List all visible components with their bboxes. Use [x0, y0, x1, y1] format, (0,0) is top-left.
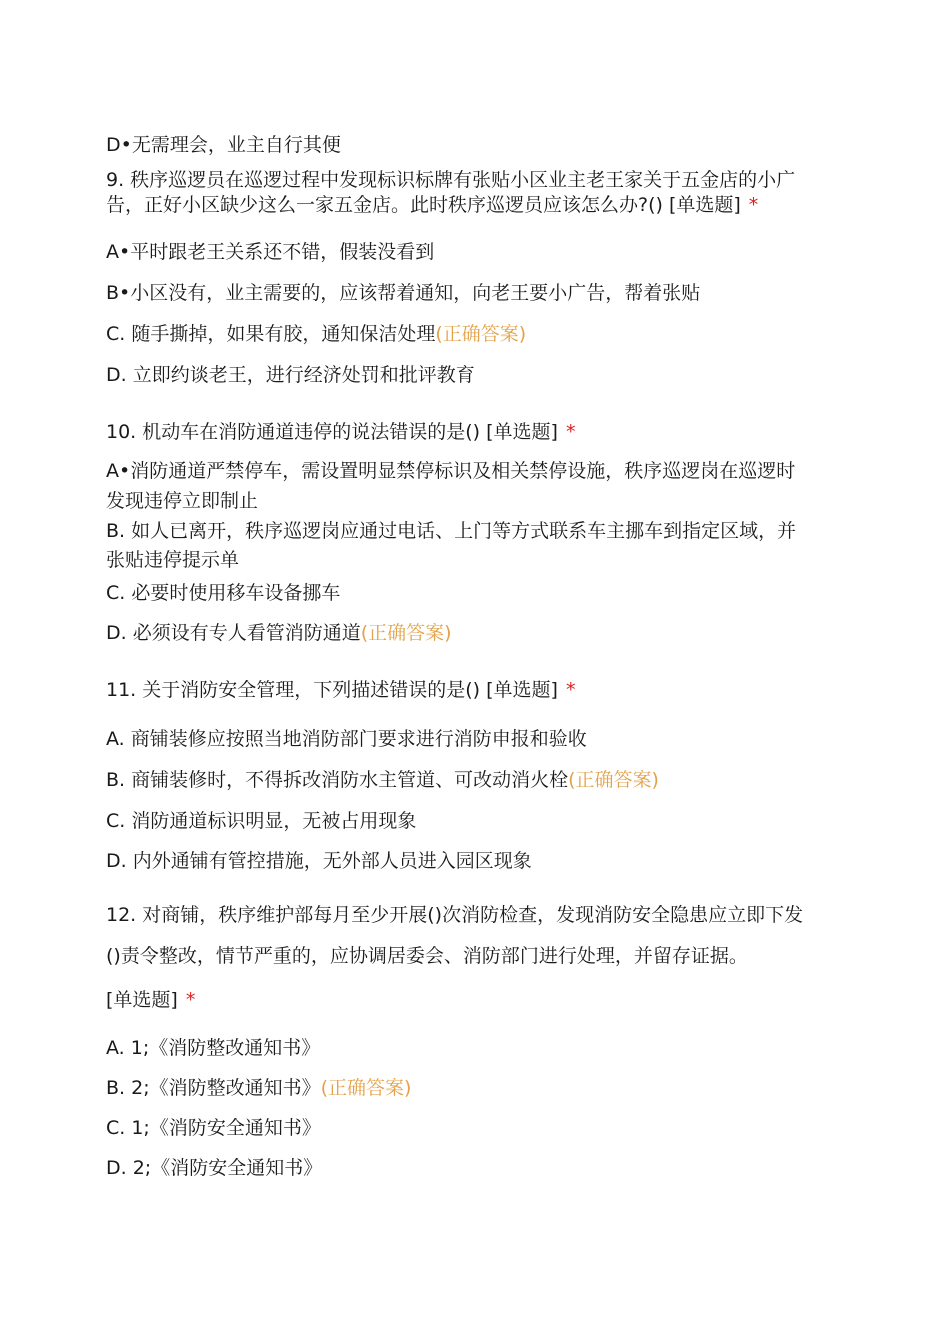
required-asterisk: * [565, 421, 576, 443]
line-text: C. 随手撕掉，如果有胶，通知保洁处理 [106, 323, 436, 345]
text-line [106, 192, 758, 218]
text-line [106, 132, 341, 158]
correct-answer-tag: (正确答案) [435, 323, 527, 345]
text-line [106, 321, 526, 347]
line-text: D. 2;《消防安全通知书》 [106, 1157, 323, 1179]
text-line [106, 518, 796, 544]
line-text: C. 1;《消防安全通知书》 [106, 1117, 321, 1139]
line-text: B•小区没有，业主需要的，应该帮着通知，向老王要小广告，帮着张贴 [106, 282, 701, 304]
text-line [106, 167, 795, 193]
text-line [106, 808, 416, 834]
line-text: A. 商铺装修应按照当地消防部门要求进行消防申报和验收 [106, 728, 587, 750]
text-line [106, 458, 795, 484]
text-line [106, 280, 700, 306]
line-text: A•平时跟老王关系还不错，假装没看到 [106, 241, 435, 263]
required-asterisk: * [185, 989, 196, 1011]
text-line [106, 987, 195, 1013]
text-line [106, 677, 575, 703]
text-line [106, 767, 659, 793]
line-text: 张贴违停提示单 [106, 549, 240, 571]
text-line [106, 580, 340, 606]
text-line [106, 620, 452, 646]
text-line [106, 419, 575, 445]
text-line [106, 1115, 321, 1141]
text-line [106, 1075, 411, 1101]
line-text: C. 必要时使用移车设备挪车 [106, 582, 341, 604]
required-asterisk: * [565, 679, 576, 701]
correct-answer-tag: (正确答案) [360, 622, 452, 644]
text-line [106, 848, 532, 874]
line-text: 告，正好小区缺少这么一家五金店。此时秩序巡逻员应该怎么办?() [单选题] [106, 194, 741, 216]
text-line [106, 726, 587, 752]
required-asterisk: * [748, 194, 759, 216]
text-line [106, 1155, 322, 1181]
line-text: 12. 对商铺，秩序维护部每月至少开展()次消防检查，发现消防安全隐患应立即下发 [106, 904, 804, 926]
line-text: A•消防通道严禁停车，需设置明显禁停标识及相关禁停设施，秩序巡逻岗在巡逻时 [106, 460, 796, 482]
line-text: D. 内外通铺有管控措施，无外部人员进入园区现象 [106, 850, 532, 872]
text-line [106, 1035, 320, 1061]
text-line [106, 488, 258, 514]
text-line [106, 362, 475, 388]
text-line [106, 943, 748, 969]
line-text: 10. 机动车在消防通道违停的说法错误的是() [单选题] [106, 421, 558, 443]
text-line [106, 547, 239, 573]
text-line [106, 239, 434, 265]
line-text: B. 商铺装修时，不得拆改消防水主管道、可改动消火栓 [106, 769, 569, 791]
line-text: 发现违停立即制止 [106, 490, 259, 512]
correct-answer-tag: (正确答案) [320, 1077, 412, 1099]
line-text: ()责令整改，情节严重的，应协调居委会、消防部门进行处理，并留存证据。 [106, 945, 748, 967]
line-text: 9. 秩序巡逻员在巡逻过程中发现标识标牌有张贴小区业主老王家关于五金店的小广 [106, 169, 796, 191]
line-text: D. 必须设有专人看管消防通道 [106, 622, 361, 644]
line-text: A. 1;《消防整改通知书》 [106, 1037, 321, 1059]
line-text: C. 消防通道标识明显，无被占用现象 [106, 810, 417, 832]
line-text: [单选题] [106, 989, 178, 1011]
line-text: D. 立即约谈老王，进行经济处罚和批评教育 [106, 364, 475, 386]
line-text: B. 如人已离开，秩序巡逻岗应通过电话、上门等方式联系车主挪车到指定区域，并 [106, 520, 797, 542]
line-text: 11. 关于消防安全管理，下列描述错误的是() [单选题] [106, 679, 558, 701]
line-text: B. 2;《消防整改通知书》 [106, 1077, 321, 1099]
text-line [106, 902, 803, 928]
correct-answer-tag: (正确答案) [568, 769, 659, 791]
line-text: D•无需理会，业主自行其便 [106, 134, 341, 156]
